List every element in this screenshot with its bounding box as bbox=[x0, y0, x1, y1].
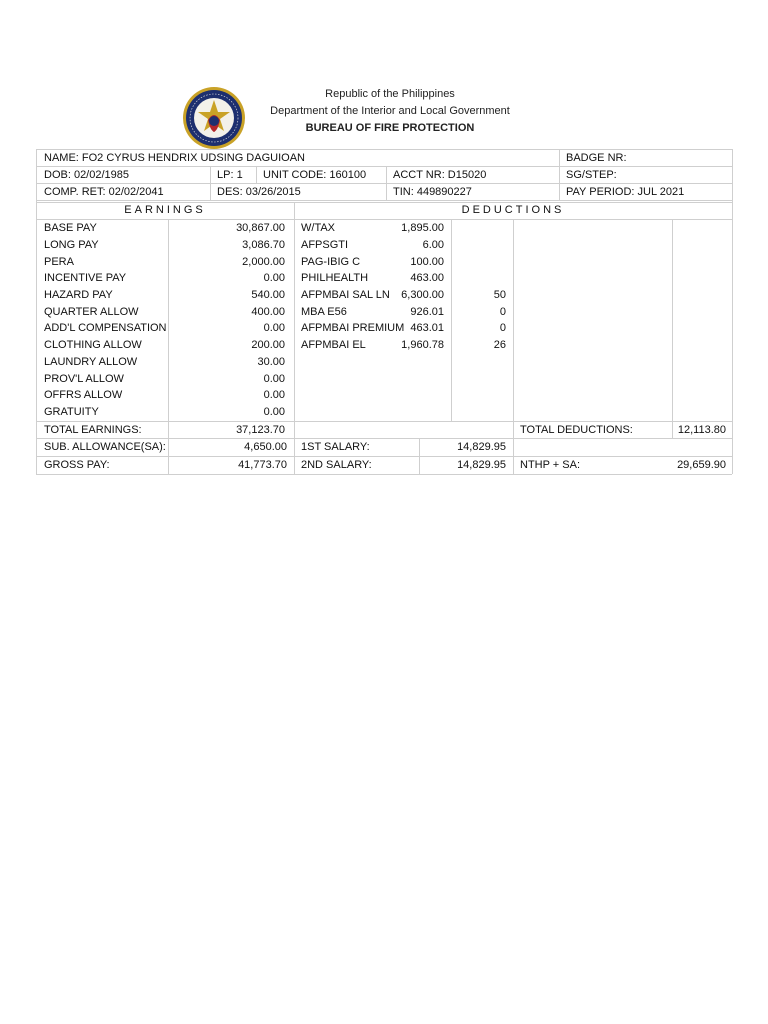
earning-value: 200.00 bbox=[251, 339, 285, 351]
second-salary-label: 2ND SALARY: bbox=[301, 459, 372, 471]
earning-label: ADD'L COMPENSATION bbox=[44, 322, 167, 334]
earning-label: HAZARD PAY bbox=[44, 289, 113, 301]
deduction-value: 1,960.78 bbox=[401, 339, 444, 351]
deduction-label: W/TAX bbox=[301, 222, 336, 234]
earning-label: BASE PAY bbox=[44, 222, 97, 234]
earning-label: OFFRS ALLOW bbox=[44, 389, 123, 401]
earning-label: PROV'L ALLOW bbox=[44, 373, 124, 385]
deduction-label: AFPMBAI PREMIUM bbox=[301, 322, 405, 334]
deduction-extra: 50 bbox=[493, 289, 506, 301]
deduction-value: 1,895.00 bbox=[401, 222, 444, 234]
earning-value: 0.00 bbox=[263, 322, 285, 334]
badge-number: BADGE NR: bbox=[566, 152, 627, 164]
sg-step: SG/STEP: bbox=[566, 169, 617, 181]
earning-value: 0.00 bbox=[263, 373, 285, 385]
deduction-value: 926.01 bbox=[410, 306, 444, 318]
earnings-header: EARNINGS bbox=[124, 204, 206, 216]
earning-value: 30.00 bbox=[257, 356, 285, 368]
compulsory-retirement: COMP. RET: 02/02/2041 bbox=[44, 186, 164, 198]
earning-label: CLOTHING ALLOW bbox=[44, 339, 142, 351]
deductions-header: DEDUCTIONS bbox=[461, 204, 565, 216]
designation-date: DES: 03/26/2015 bbox=[217, 186, 301, 198]
first-salary-value: 14,829.95 bbox=[457, 441, 506, 453]
earning-value: 540.00 bbox=[251, 289, 285, 301]
sub-allowance-label: SUB. ALLOWANCE(SA): bbox=[44, 441, 166, 453]
earning-label: PERA bbox=[44, 256, 74, 268]
earning-value: 30,867.00 bbox=[236, 222, 285, 234]
deduction-value: 100.00 bbox=[410, 256, 444, 268]
gross-pay-label: GROSS PAY: bbox=[44, 459, 110, 471]
earning-value: 400.00 bbox=[251, 306, 285, 318]
earning-value: 0.00 bbox=[263, 272, 285, 284]
nthp-sa-value: 29,659.90 bbox=[677, 459, 726, 471]
header-republic: Republic of the Philippines bbox=[325, 88, 455, 100]
deduction-value: 463.01 bbox=[410, 322, 444, 334]
tin-number: TIN: 449890227 bbox=[393, 186, 472, 198]
deduction-extra: 0 bbox=[499, 306, 506, 318]
deduction-label: AFPMBAI EL bbox=[301, 339, 366, 351]
deduction-value: 6.00 bbox=[422, 239, 444, 251]
header-department: Department of the Interior and Local Government bbox=[270, 105, 510, 117]
total-earnings-label: TOTAL EARNINGS: bbox=[44, 424, 142, 436]
deduction-label: AFPMBAI SAL LN bbox=[301, 289, 390, 301]
deduction-label: PHILHEALTH bbox=[301, 272, 369, 284]
employee-name: NAME: FO2 CYRUS HENDRIX UDSING DAGUIOAN bbox=[44, 152, 305, 164]
total-deductions-value: 12,113.80 bbox=[677, 424, 726, 436]
deduction-extra: 26 bbox=[493, 339, 506, 351]
earning-label: QUARTER ALLOW bbox=[44, 306, 139, 318]
date-of-birth: DOB: 02/02/1985 bbox=[44, 169, 130, 181]
deduction-value: 6,300.00 bbox=[401, 289, 444, 301]
header-bureau: BUREAU OF FIRE PROTECTION bbox=[305, 122, 475, 134]
gross-pay-value: 41,773.70 bbox=[238, 459, 287, 471]
deduction-extra: 0 bbox=[499, 322, 506, 334]
deduction-label: PAG-IBIG C bbox=[301, 256, 361, 268]
account-number: ACCT NR: D15020 bbox=[393, 169, 487, 181]
pay-period: PAY PERIOD: JUL 2021 bbox=[566, 186, 685, 198]
earning-value: 0.00 bbox=[263, 389, 285, 401]
unit-code: UNIT CODE: 160100 bbox=[263, 169, 367, 181]
lp-value: LP: 1 bbox=[217, 169, 243, 181]
earning-value: 0.00 bbox=[263, 406, 285, 418]
earning-label: LONG PAY bbox=[44, 239, 99, 251]
nthp-sa-label: NTHP + SA: bbox=[520, 459, 581, 471]
second-salary-value: 14,829.95 bbox=[457, 459, 506, 471]
deduction-label: MBA E56 bbox=[301, 306, 347, 318]
earning-label: INCENTIVE PAY bbox=[44, 272, 127, 284]
first-salary-label: 1ST SALARY: bbox=[301, 441, 370, 453]
sub-allowance-value: 4,650.00 bbox=[244, 441, 287, 453]
total-deductions-label: TOTAL DEDUCTIONS: bbox=[520, 424, 633, 436]
earning-value: 2,000.00 bbox=[242, 256, 285, 268]
earning-value: 3,086.70 bbox=[242, 239, 285, 251]
total-earnings-value: 37,123.70 bbox=[236, 424, 285, 436]
deduction-label: AFPSGTI bbox=[301, 239, 349, 251]
deduction-value: 463.00 bbox=[410, 272, 444, 284]
earning-label: GRATUITY bbox=[44, 406, 99, 418]
earning-label: LAUNDRY ALLOW bbox=[44, 356, 138, 368]
